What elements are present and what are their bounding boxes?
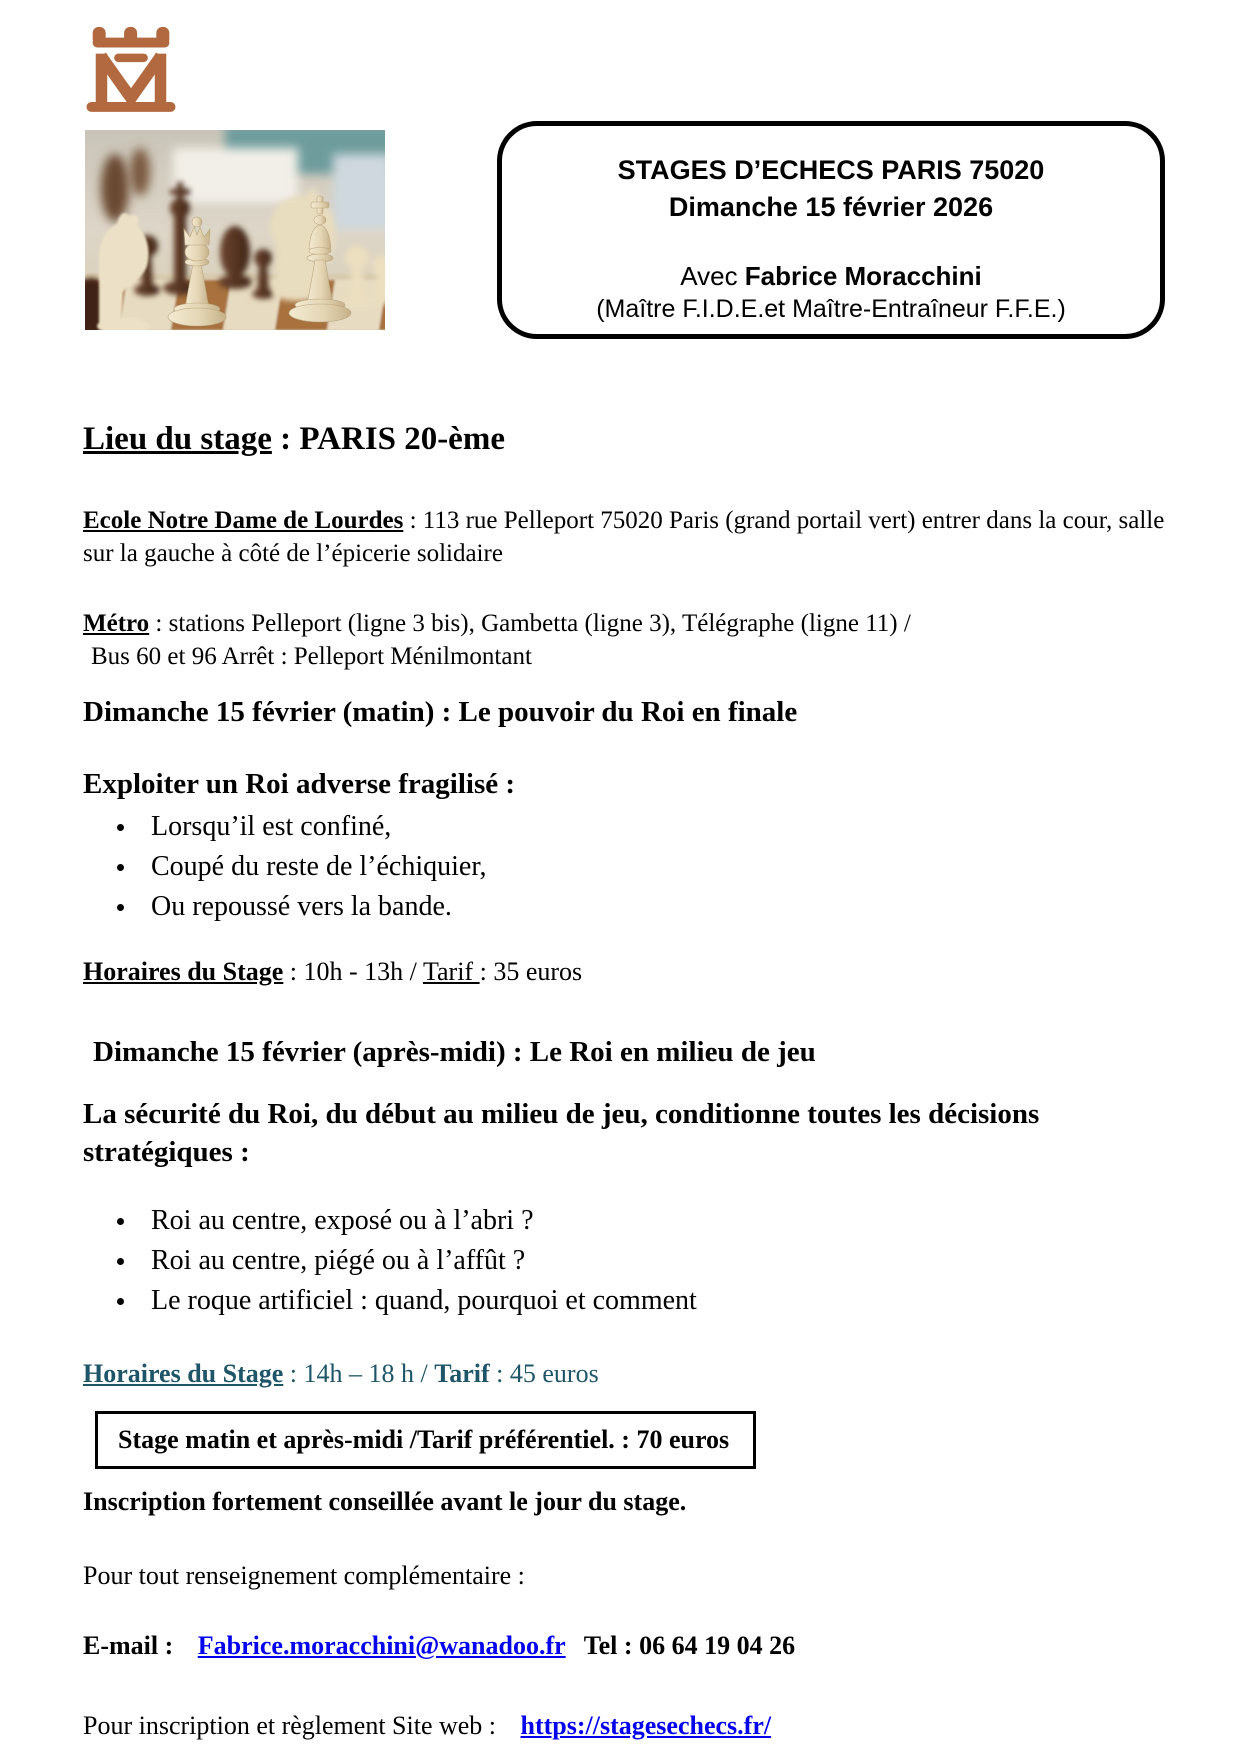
- instructor-name: Fabrice Moracchini: [744, 261, 982, 291]
- list-item: Ou repoussé vers la bande.: [113, 887, 1171, 927]
- morning-schedule: [83, 955, 1171, 989]
- website-link[interactable]: https://stagesechecs.fr/: [520, 1711, 772, 1740]
- contact-email-line: [83, 1629, 1171, 1663]
- morning-schedule-label: Horaires du Stage: [83, 957, 284, 986]
- email-label: E-mail :: [83, 1631, 180, 1660]
- school-text: : 113 rue Pelleport 75020 Paris (grand portail vert) entrer dans la cour, salle sur la gauche à côté de l’épicerie solidaire: [83, 507, 1165, 567]
- afternoon-subtitle: La sécurité du Roi, du début au milieu de jeu, conditionne toutes les décisions stratégiques :: [83, 1098, 1040, 1168]
- location-heading-sep: :: [271, 421, 300, 457]
- afternoon-tarif-value: : 45 euros: [489, 1359, 599, 1388]
- combo-offer-row: [83, 1411, 1171, 1469]
- morning-schedule-hours: : 10h - 13h /: [283, 957, 423, 986]
- title-instructor: [502, 259, 1160, 293]
- website-text: Pour inscription et règlement Site web :: [83, 1711, 503, 1740]
- afternoon-schedule-label: Horaires du Stage: [83, 1359, 284, 1388]
- registration-notice-text: Inscription fortement conseillée avant le jour du stage: [83, 1487, 680, 1516]
- title-box: [497, 121, 1165, 339]
- list-item: Roi au centre, piégé ou à l’affût ?: [113, 1241, 1171, 1281]
- list-item: Coupé du reste de l’échiquier,: [113, 847, 1171, 887]
- afternoon-schedule-hours: : 14h – 18 h /: [283, 1359, 435, 1388]
- title-line1: STAGES D’ECHECS PARIS 75020: [617, 155, 1045, 185]
- morning-subtitle: Exploiter un Roi adverse fragilisé :: [83, 768, 516, 800]
- school-paragraph: [83, 504, 1168, 570]
- afternoon-tarif-label: Tarif: [434, 1359, 490, 1388]
- phone-number: Tel : 06 64 19 04 26: [583, 1631, 796, 1660]
- afternoon-bullet-list: [113, 1201, 1171, 1321]
- registration-notice: [83, 1485, 1171, 1519]
- location-heading: [83, 418, 1171, 460]
- metro-paragraph: [83, 607, 1168, 673]
- instructor-credentials: (Maître F.I.D.E.et Maître-Entraîneur F.F.E.): [596, 295, 1066, 323]
- combo-offer-box: Stage matin et après-midi /Tarif préférentiel. : 70 euros: [95, 1411, 756, 1469]
- registration-notice-period: .: [679, 1487, 687, 1516]
- bus-line: Bus 60 et 96 Arrêt : Pelleport Ménilmontant: [91, 643, 532, 670]
- moracchini-logo-icon: [85, 22, 177, 121]
- with-prefix: Avec: [680, 261, 745, 291]
- contact-intro: Pour tout renseignement complémentaire :: [83, 1561, 525, 1590]
- metro-label: Métro: [83, 610, 150, 637]
- list-item: Roi au centre, exposé ou à l’abri ?: [113, 1201, 1171, 1241]
- website-line: [83, 1709, 1171, 1743]
- morning-bullet-list: [113, 807, 1171, 927]
- location-heading-label: Lieu du stage: [83, 421, 272, 457]
- morning-tarif-value: : 35 euros: [479, 957, 583, 986]
- location-heading-value: PARIS 20-ème: [299, 421, 505, 457]
- header: [0, 0, 1241, 418]
- afternoon-schedule: [83, 1357, 1171, 1391]
- afternoon-session-title: Dimanche 15 février (après-midi) : Le Roi en milieu de jeu: [93, 1036, 816, 1068]
- list-item: Lorsqu’il est confiné,: [113, 807, 1171, 847]
- morning-session-title: Dimanche 15 février (matin) : Le pouvoir du Roi en finale: [83, 696, 798, 728]
- document-body: [0, 418, 1241, 1743]
- chess-pieces-photo: [85, 130, 385, 330]
- morning-tarif-label: Tarif: [422, 957, 480, 986]
- metro-text: : stations Pelleport (ligne 3 bis), Gambetta (ligne 3), Télégraphe (ligne 11) /: [149, 610, 911, 637]
- school-label: Ecole Notre Dame de Lourdes: [83, 507, 404, 534]
- list-item: Le roque artificiel : quand, pourquoi et comment: [113, 1281, 1171, 1321]
- title-line2: Dimanche 15 février 2026: [668, 192, 994, 222]
- email-link[interactable]: Fabrice.moracchini@wanadoo.fr: [197, 1631, 566, 1660]
